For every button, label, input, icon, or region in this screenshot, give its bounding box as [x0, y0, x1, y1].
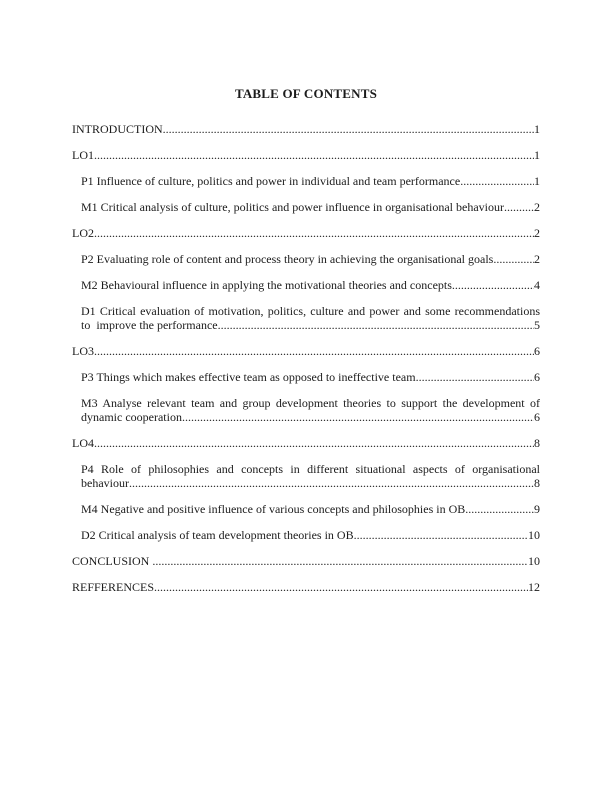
toc-entry-refferences[interactable] — [72, 580, 540, 594]
toc-entry-page: 1 — [534, 122, 540, 136]
toc-entry-page: 1 — [534, 148, 540, 162]
toc-entry-page: 6 — [534, 410, 540, 424]
dot-leader — [465, 502, 534, 516]
dot-leader — [452, 278, 534, 292]
dot-leader — [94, 226, 534, 240]
dot-leader — [152, 554, 528, 568]
dot-leader — [504, 200, 534, 214]
toc-entry-m4[interactable] — [81, 502, 540, 516]
toc-entry-m3[interactable] — [81, 396, 540, 424]
toc-entry-conclusion[interactable] — [72, 554, 540, 568]
toc-entry-d1[interactable] — [81, 304, 540, 332]
toc-entry-p4[interactable] — [81, 462, 540, 490]
toc-entry-p1[interactable] — [81, 174, 540, 188]
toc-entry-label-line1: D1 Critical evaluation of motivation, politics, culture and power and some recommendations — [81, 304, 540, 318]
toc-entry-m2[interactable] — [81, 278, 540, 292]
dot-leader — [493, 252, 534, 266]
toc-entry-label: P3 Things which makes effective team as opposed to ineffective team — [81, 370, 416, 384]
toc-entry-label: M4 Negative and positive influence of various concepts and philosophies in OB — [81, 502, 466, 516]
toc-entry-page: 1 — [534, 174, 540, 188]
toc-entry-label: D2 Critical analysis of team development theories in OB — [81, 528, 354, 542]
toc-entry-label-line1: M3 Analyse relevant team and group development theories to support the development of — [81, 396, 540, 410]
toc-entry-page: 2 — [534, 200, 540, 214]
toc-entry-lo1[interactable] — [72, 148, 540, 162]
toc-entry-last-line — [81, 476, 540, 490]
toc-entry-label: LO4 — [72, 436, 94, 450]
toc-entry-page: 6 — [534, 344, 540, 358]
toc-entry-page: 10 — [528, 554, 540, 568]
toc-entry-page: 8 — [534, 476, 540, 490]
toc-entry-label: P1 Influence of culture, politics and power in individual and team performance — [81, 174, 461, 188]
toc-entry-label-line2: to improve the performance — [81, 318, 218, 332]
toc-entry-label: CONCLUSION — [72, 554, 153, 568]
toc-entry-page: 6 — [534, 370, 540, 384]
toc-entry-lo2[interactable] — [72, 226, 540, 240]
toc-entry-last-line — [81, 318, 540, 332]
dot-leader — [129, 476, 534, 490]
dot-leader — [94, 148, 534, 162]
toc-entry-label: LO3 — [72, 344, 94, 358]
toc-entry-label: LO1 — [72, 148, 94, 162]
toc-entry-label-line2: behaviour — [81, 476, 129, 490]
toc-entry-page: 10 — [528, 528, 540, 542]
toc-entry-page: 2 — [534, 252, 540, 266]
toc-entry-page: 9 — [534, 502, 540, 516]
dot-leader — [163, 122, 534, 136]
toc-entry-p3[interactable] — [81, 370, 540, 384]
dot-leader — [182, 410, 534, 424]
toc-entry-label-line1: P4 Role of philosophies and concepts in different situational aspects of organisational — [81, 462, 540, 476]
dot-leader — [416, 370, 534, 384]
toc-entry-label-line2: dynamic cooperation — [81, 410, 182, 424]
dot-leader — [218, 318, 534, 332]
toc-entry-lo4[interactable] — [72, 436, 540, 450]
toc-entry-label: M2 Behavioural influence in applying the motivational theories and concepts — [81, 278, 452, 292]
toc-entry-p2[interactable] — [81, 252, 540, 266]
page-title: TABLE OF CONTENTS — [234, 86, 378, 101]
toc-entry-introduction[interactable] — [72, 122, 540, 136]
toc-entry-label: INTRODUCTION — [72, 122, 163, 136]
toc-entry-m1[interactable] — [81, 200, 540, 214]
dot-leader — [460, 174, 534, 188]
toc-entry-label: P2 Evaluating role of content and process theory in achieving the organisational goals — [81, 252, 494, 266]
toc-entry-page: 12 — [528, 580, 540, 594]
toc-entry-lo3[interactable] — [72, 344, 540, 358]
toc-entry-label: M1 Critical analysis of culture, politics and power influence in organisational behaviour — [81, 200, 504, 214]
toc-entry-page: 5 — [534, 318, 540, 332]
toc-entry-label: LO2 — [72, 226, 94, 240]
dot-leader — [94, 344, 534, 358]
toc-entry-d2[interactable] — [81, 528, 540, 542]
toc-entry-page: 2 — [534, 226, 540, 240]
table-of-contents — [72, 122, 540, 594]
toc-entry-label: REFFERENCES — [72, 580, 155, 594]
toc-entry-page: 8 — [534, 436, 540, 450]
toc-entry-last-line — [81, 410, 540, 424]
toc-entry-page: 4 — [534, 278, 540, 292]
dot-leader — [154, 580, 528, 594]
dot-leader — [94, 436, 534, 450]
dot-leader — [354, 528, 528, 542]
